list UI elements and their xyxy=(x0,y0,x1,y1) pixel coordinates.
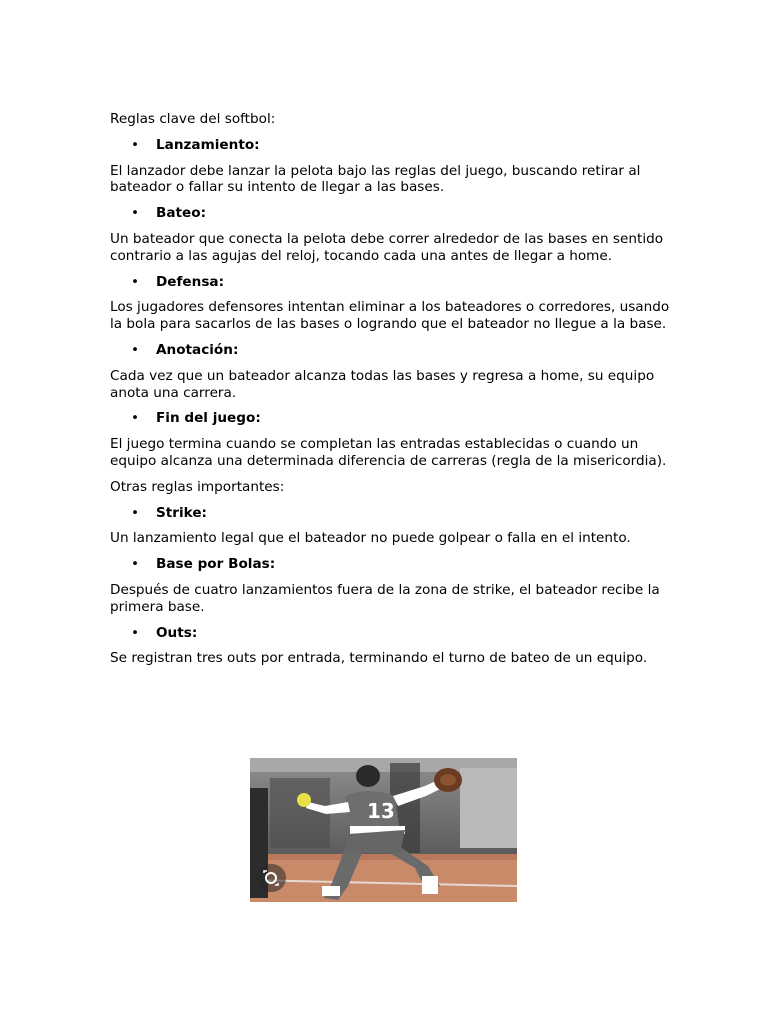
rule-title-text: Lanzamiento: xyxy=(156,136,260,153)
rule-text-fin-del-juego: El juego termina cuando se completan las entradas establecidas o cuando un equipo alcanza una determinada diferencia de carreras (regla de la misericordia). xyxy=(110,436,667,469)
bullet-icon: • xyxy=(131,273,140,290)
rule-title-text: Outs: xyxy=(156,624,198,641)
rule-title-bateo xyxy=(110,205,670,222)
bullet-icon: • xyxy=(131,410,140,427)
rule-text-lanzamiento: El lanzador debe lanzar la pelota bajo las reglas del juego, buscando retirar al bateador o fallar su intento de llegar a las bases. xyxy=(110,162,641,196)
bullet-icon: • xyxy=(131,341,140,358)
rule-text-defensa: Los jugadores defensores intentan eliminar a los bateadores o corredores, usando la bola para sacarlos de las bases o logrando que el bateador no llegue a la base. xyxy=(110,299,670,333)
rule-title-text: Defensa: xyxy=(156,273,225,290)
rule-text-bateo: Un bateador que conecta la pelota debe correr alrededor de las bases en sentido contrario a las agujas del reloj, tocando cada una antes de llegar a home. xyxy=(110,230,664,264)
document-body xyxy=(110,111,670,676)
rule-text-anotacion: Cada vez que un bateador alcanza todas las bases y regresa a home, su equipo anota una carrera. xyxy=(110,367,655,401)
rule-title-fin-del-juego xyxy=(110,410,670,427)
rule-text-strike: Un lanzamiento legal que el bateador no puede golpear o falla en el intento. xyxy=(110,530,631,547)
rule-title-outs xyxy=(110,625,670,642)
jersey-number: 13 xyxy=(367,799,395,823)
bullet-icon: • xyxy=(131,504,140,521)
rule-title-text: Fin del juego: xyxy=(156,410,261,427)
bullet-icon: • xyxy=(131,136,140,153)
rule-title-strike xyxy=(110,505,670,522)
rule-title-text: Base por Bolas: xyxy=(156,556,276,573)
rule-title-text: Anotación: xyxy=(156,341,239,358)
softball-pitcher-image xyxy=(250,758,517,902)
rule-title-defensa xyxy=(110,274,670,291)
bullet-icon: • xyxy=(131,205,140,222)
rule-title-base-por-bolas xyxy=(110,556,670,573)
image-search-icon[interactable] xyxy=(256,864,286,892)
rule-title-text: Strike: xyxy=(156,504,207,521)
intro-text: Reglas clave del softbol: xyxy=(110,111,276,127)
rule-title-lanzamiento xyxy=(110,137,670,154)
other-rules-intro: Otras reglas importantes: xyxy=(110,478,285,495)
bullet-icon: • xyxy=(131,556,140,573)
rule-title-text: Bateo: xyxy=(156,205,207,222)
rule-text-outs: Se registran tres outs por entrada, terminando el turno de bateo de un equipo. xyxy=(110,650,648,667)
bullet-icon: • xyxy=(131,624,140,641)
rule-title-anotacion xyxy=(110,342,670,359)
rule-text-base-por-bolas: Después de cuatro lanzamientos fuera de la zona de strike, el bateador recibe la primera base. xyxy=(110,581,660,615)
